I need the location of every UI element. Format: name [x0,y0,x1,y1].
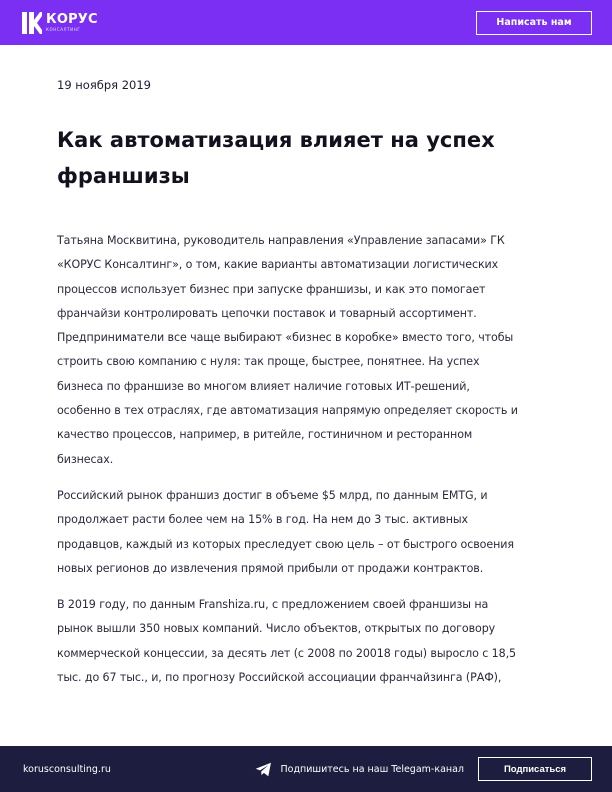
paragraph-line: бизнеса по франшизе во многом влияет наличие готовых ИТ-решений, [57,379,470,393]
paragraph-line: Татьяна Москвитина, руководитель направления «Управление запасами» ГК [57,234,505,247]
footer-actions [255,757,592,781]
contact-us-button[interactable]: Написать нам [476,11,592,35]
korus-logo-icon [22,12,42,34]
logo-name: КОРУС [46,12,98,27]
telegram-icon[interactable] [255,762,272,777]
paragraph-line: рынок вышли 350 новых компаний. Число объектов, открытых по договору [57,622,496,636]
article-paragraph [57,593,557,690]
article-date: 19 ноября 2019 [57,78,151,92]
site-footer [0,746,612,792]
subscribe-button[interactable]: Подписаться [478,757,592,781]
paragraph-line: «КОРУС Консалтинг», о том, какие варианты автоматизации логистических [57,258,499,272]
paragraph-line: продавцов, каждый из которых преследует свою цель – от быстрого освоения [57,537,514,551]
paragraph-line: процессов использует бизнес при запуске франшизы, и как это помогает [57,282,486,296]
article-body [57,229,557,702]
telegram-subscribe-text[interactable]: Подпишитесь на наш Telegam-канал [280,763,464,775]
paragraph-line: тыс. до 67 тыс., и, по прогнозу Российской ассоциации франчайзинга (РАФ), [57,671,502,685]
paragraph-line: продолжает расти более чем на 15% в год. На нем до 3 тыс. активных [57,513,468,527]
logo[interactable] [22,12,98,34]
site-header [0,0,612,45]
article-paragraph [57,484,557,581]
paragraph-line: коммерческой концессии, за десять лет (с 2008 по 20018 годы) выросло с 18,5 [57,646,516,660]
paragraph-line: новых регионов до извлечения прямой прибыли от продажи контрактов. [57,561,484,575]
paragraph-line: особенно в тех отраслях, где автоматизация напрямую определяет скорость и [57,404,518,418]
paragraph-line: Российский рынок франшиз достиг в объеме $5 млрд, по данным EMTG, и [57,488,488,502]
paragraph-line: В 2019 году, по данным Franshiza.ru, с предложением своей франшизы на [57,598,489,612]
paragraph-line: строить свою компанию с нуля: так проще, быстрее, понятнее. На успех [57,355,480,369]
article-title: Как автоматизация влияет на успех франшизы [57,128,495,188]
paragraph-line: Предприниматели все чаще выбирают «бизнес в коробке» вместо того, чтобы [57,331,514,345]
logo-subtitle: КОНСАЛТИНГ [46,27,81,32]
paragraph-line: качество процессов, например, в ритейле, гостиничном и ресторанном [57,428,473,442]
site-link[interactable]: korusconsulting.ru [23,763,111,775]
paragraph-line: бизнесах. [57,452,114,466]
article-paragraph [57,229,557,472]
paragraph-line: франчайзи контролировать цепочки поставок и товарный ассортимент. [57,306,477,320]
